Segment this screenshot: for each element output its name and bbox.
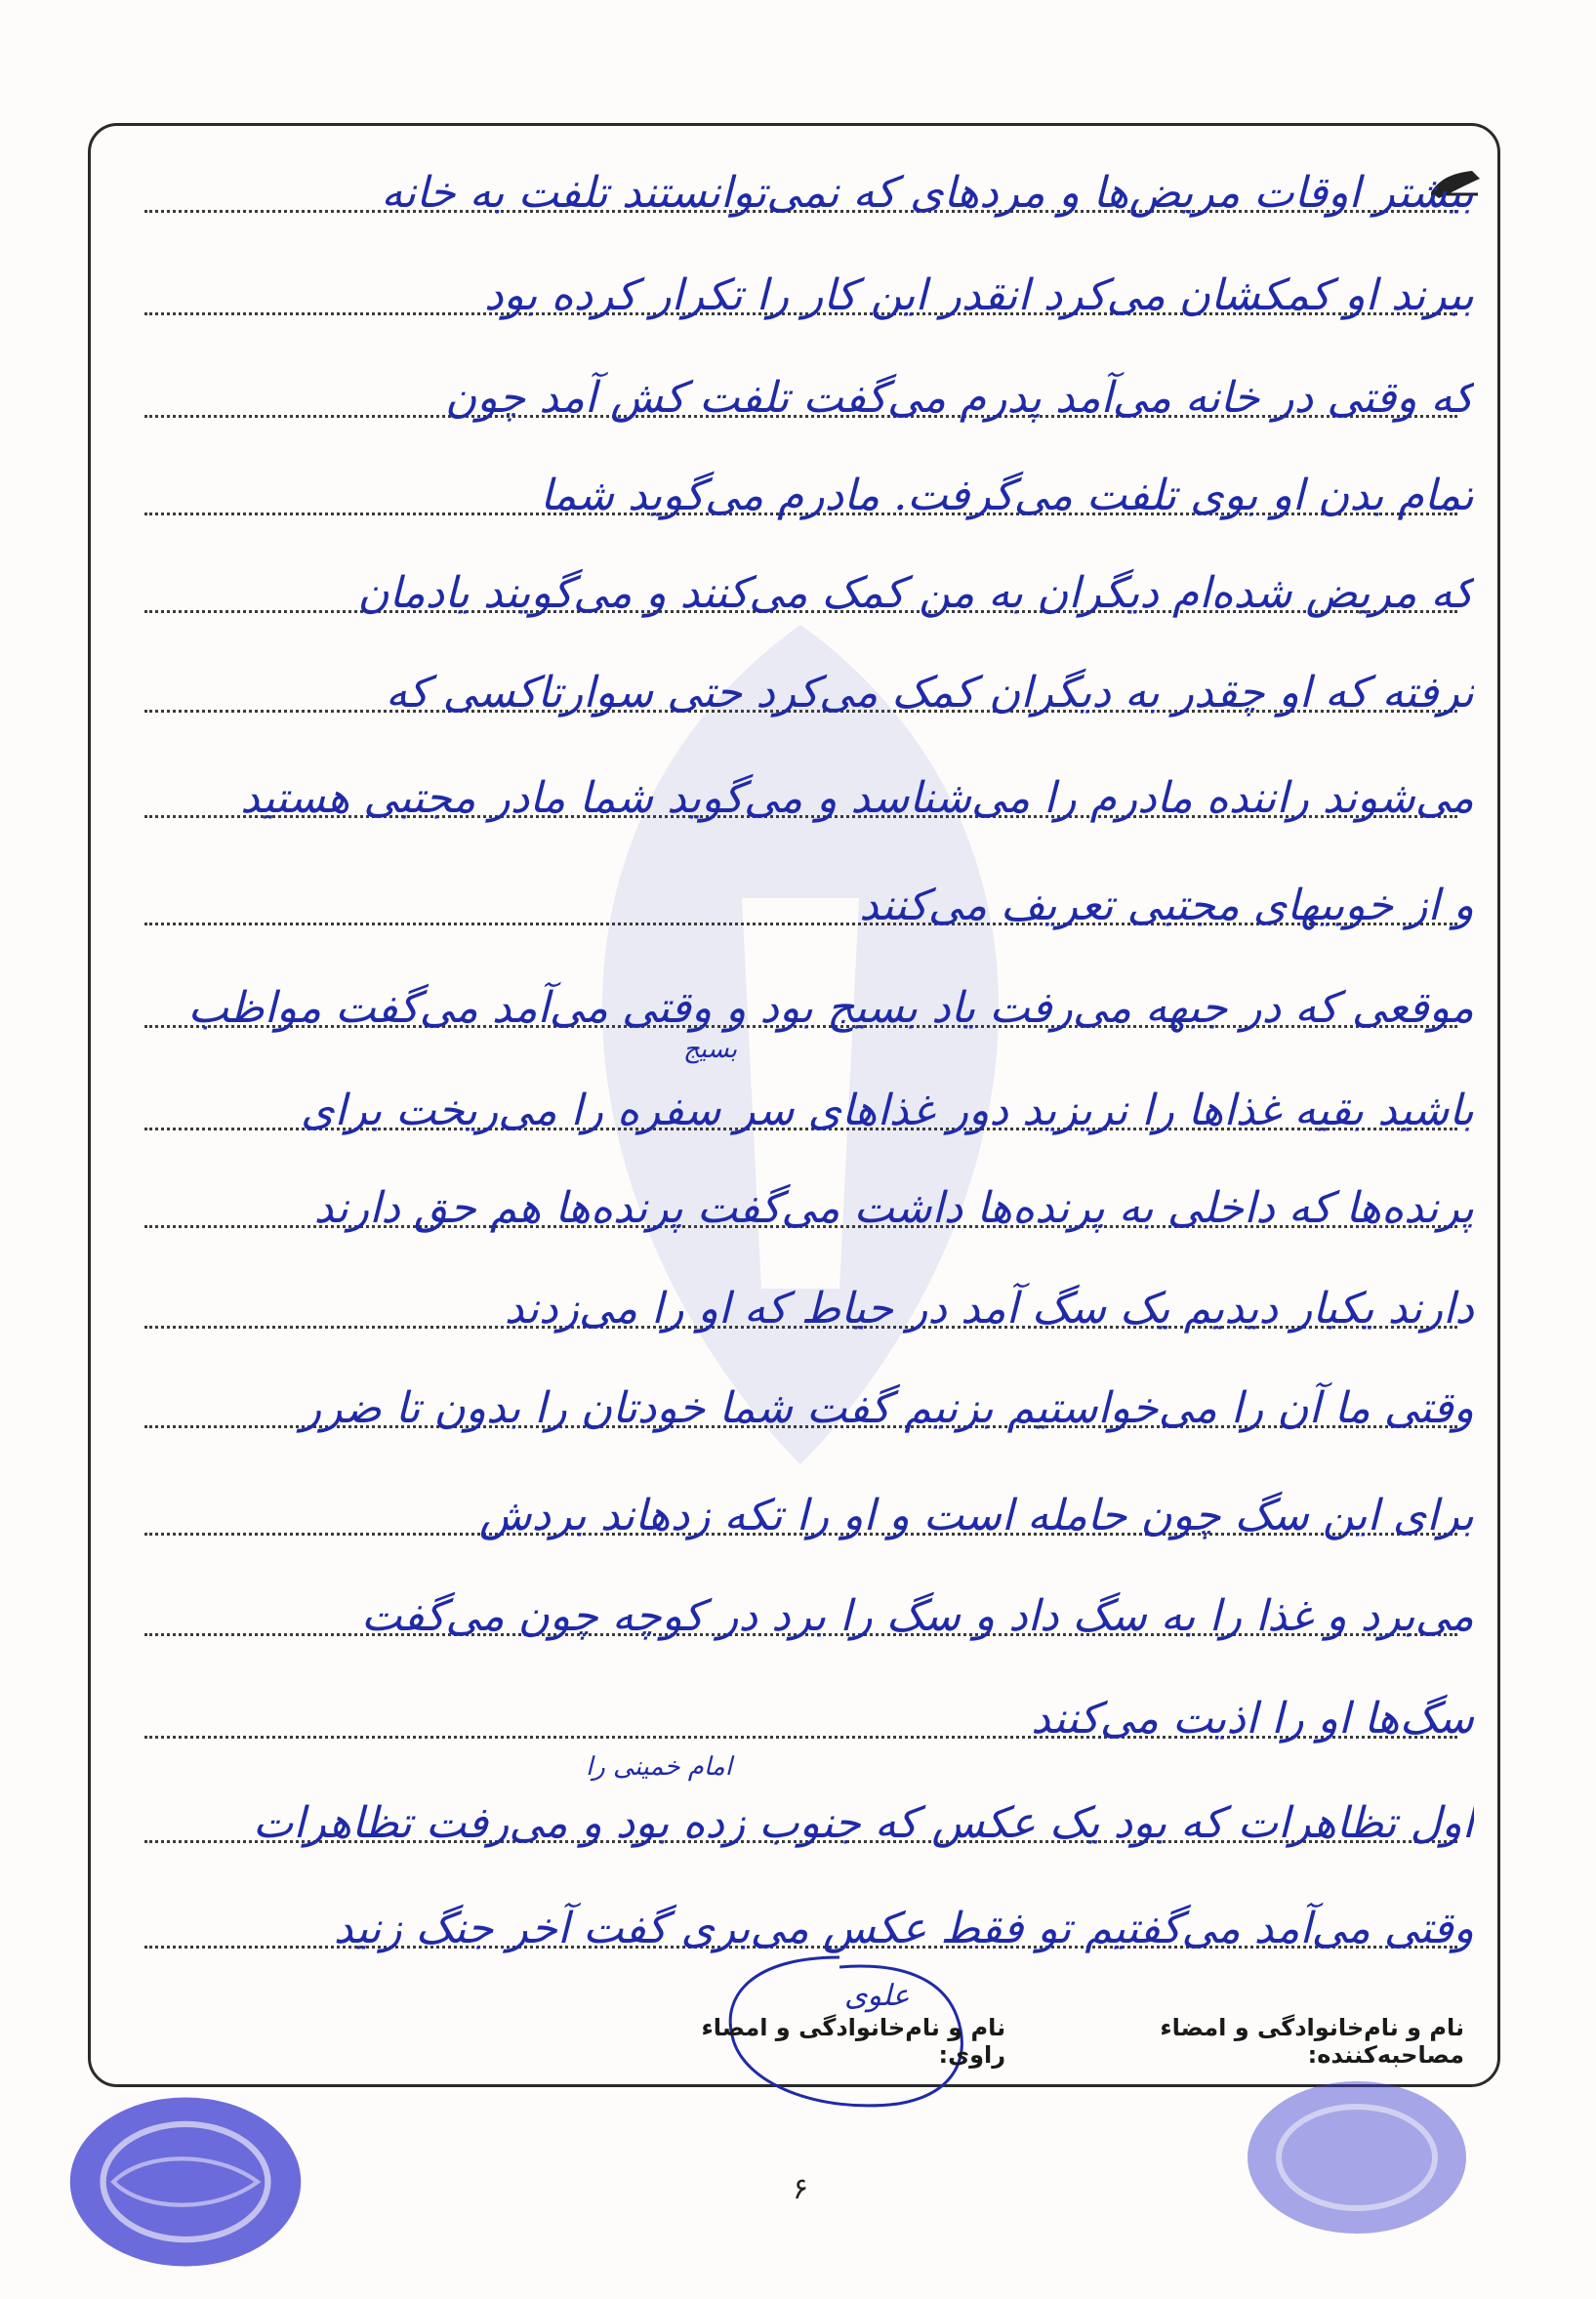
handwritten-line: اول تظاهرات که بود یک عکس که جنوب زده بود و می‌رفت تظاهرات [252, 1798, 1474, 1848]
handwritten-line: که وقتی در خانه می‌آمد پدرم می‌گفت تلفت کش آمد چون [445, 373, 1474, 423]
handwritten-line: که مریض شده‌ام دیگران به من کمک می‌کنند و می‌گویند یادمان [357, 568, 1474, 618]
handwritten-line: می‌برد و غذا را به سگ داد و سگ را برد در کوچه چون می‌گفت [360, 1591, 1474, 1641]
handwritten-line: و از خوبیهای مجتبی تعریف می‌کنند [859, 881, 1474, 930]
narrator-label: نام و نام‌خانوادگی و امضاء راوی: [701, 2014, 1006, 2069]
handwritten-line: پرنده‌ها که داخلی به پرنده‌ها داشت می‌گفت پرنده‌ها هم حق دارند [313, 1183, 1474, 1233]
margin-note-emam-khomeini: امام خمینی را [586, 1752, 732, 1782]
handwritten-line: بیشتر اوقات مریض‌ها و مردهای که نمی‌توانستند تلفت به خانه [381, 168, 1474, 218]
handwritten-line: تمام بدن او بوی تلفت می‌گرفت. مادرم می‌گوید شما [540, 471, 1474, 520]
handwritten-line: سگ‌ها او را اذیت می‌کنند [1031, 1694, 1474, 1744]
handwritten-line: دارند یکبار دیدیم یک سگ آمد در حیاط که او را می‌زدند [504, 1284, 1474, 1334]
handwritten-line: موقعی که در جبهه می‌رفت یاد بسیج بود و وقتی می‌آمد می‌گفت مواظب [187, 983, 1474, 1033]
handwritten-line: ببرند او کمکشان می‌کرد انقدر این کار را تکرار کرده بود [483, 270, 1474, 320]
handwritten-line: نرفته که او چقدر به دیگران کمک می‌کرد حتی سوارتاکسی که [386, 668, 1474, 718]
handwritten-line: باشید بقیه غذاها را نریزید دور غذاهای سر سفره را می‌ریخت برای [301, 1086, 1474, 1135]
interviewer-label: نام و نام‌خانوادگی و امضاء مصاحبه‌کننده: [1160, 2014, 1464, 2069]
handwritten-line: برای این سگ چون حامله است و او را تکه زدهاند بردش [478, 1491, 1474, 1540]
interviewer-signature: علوی [844, 1979, 910, 2013]
page-number: ۶ [792, 2172, 809, 2206]
handwritten-line: می‌شوند راننده مادرم را می‌شناسد و می‌گوید شما مادر مجتبی هستید [240, 773, 1474, 823]
stamp-right [1230, 2070, 1484, 2245]
stamp-left [59, 2089, 312, 2275]
handwritten-line: وقتی ما آن را می‌خواستیم بزنیم گفت شما خودتان را بدون تا ضرر [300, 1383, 1474, 1433]
margin-note-basij: بسیج [683, 1035, 738, 1064]
footer-signature-labels [312, 2014, 1464, 2069]
handwritten-line: وقتی می‌آمد می‌گفتیم تو فقط عکس می‌بری گفت آخر جنگ زنید [333, 1904, 1474, 1953]
